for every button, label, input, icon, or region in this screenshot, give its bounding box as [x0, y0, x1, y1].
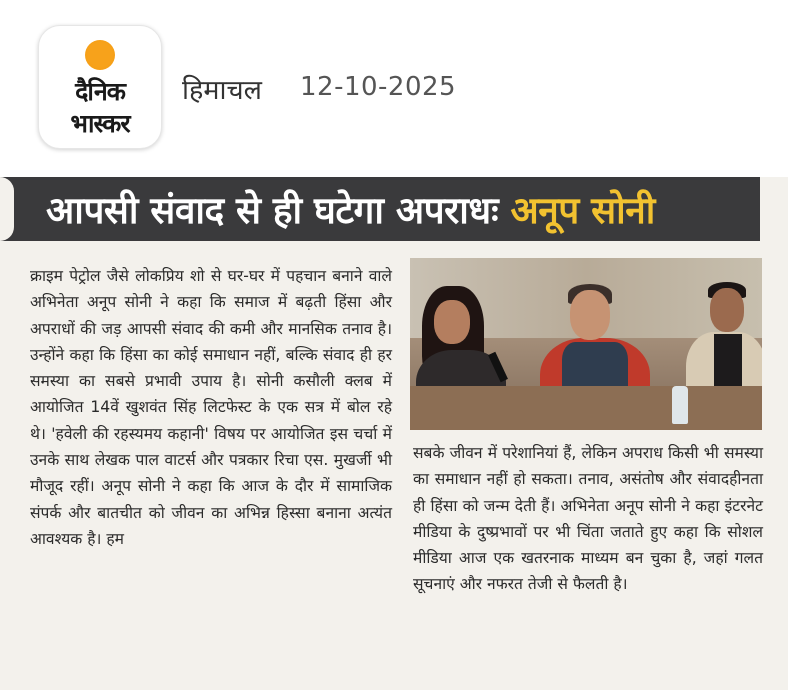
headline-name: अनूप सोनी	[510, 189, 655, 232]
photo-woman-face	[434, 300, 470, 344]
publication-date: 12-10-2025	[300, 72, 457, 102]
headline	[46, 183, 655, 234]
region-label: हिमाचल	[182, 75, 262, 106]
headline-main: आपसी संवाद से ही घटेगा अपराधः	[46, 189, 499, 232]
article-body-right-column: सबके जीवन में परेशानियां हैं, लेकिन अपराध किसी भी समस्या का समाधान नहीं हो सकता। तनाव, असंतोष और संवादहीनता ही हिंसा को जन्म देती हैं। अभिनेता अनूप सोनी ने कहा इंटरनेट मीडिया के दुष्प्रभावों पर भी चिंता जताते हुए कहा कि सोशल मीडिया आज एक खतरनाक माध्यम बन चुका है, जहां गलत सूचनाएं और नफरत तेजी से फैलती है।	[413, 444, 763, 594]
newspaper-clipping	[0, 177, 788, 690]
article-body-left-column: क्राइम पेट्रोल जैसे लोकप्रिय शो से घर-घर में पहचान बनाने वाले अभिनेता अनूप सोनी ने कहा कि समाज में बढ़ती हिंसा और अपराधों की जड़ आपसी संवाद की कमी और मानसिक तनाव है। उन्होंने कहा कि हिंसा का कोई समाधान नहीं, बल्कि संवाद ही हर समस्या का सबसे प्रभावी उपाय है। सोनी कसौली क्लब में आयोजित 14वें खुशवंत सिंह लिटफेस्ट के एक सत्र में बोल रहे थे। 'हवेली की रहस्यमय कहानी' विषय पर आयोजित इस चर्चा में उनके साथ लेखक पाल वाटर्स और पत्रकार रिचा एस. मुखर्जी भी मौजूद रहीं। अनूप सोनी ने कहा कि आज के दौर में सामाजिक संपर्क और बातचीत को जीवन का अभिन्न हिस्सा बनाना अत्यंत आवश्यक है। हम	[30, 267, 392, 548]
logo-text-line2: भास्कर	[70, 109, 130, 138]
logo-text-line1: दैनिक	[75, 77, 125, 106]
dainik-bhaskar-logo	[38, 25, 162, 149]
headline-bar	[0, 177, 760, 241]
photo-man-face	[710, 288, 744, 332]
source-header	[0, 0, 788, 170]
photo-table	[410, 386, 762, 430]
photo-speaker-face	[570, 290, 610, 340]
sun-icon	[85, 40, 115, 70]
water-bottle-icon	[672, 386, 688, 424]
event-photo	[410, 258, 762, 430]
